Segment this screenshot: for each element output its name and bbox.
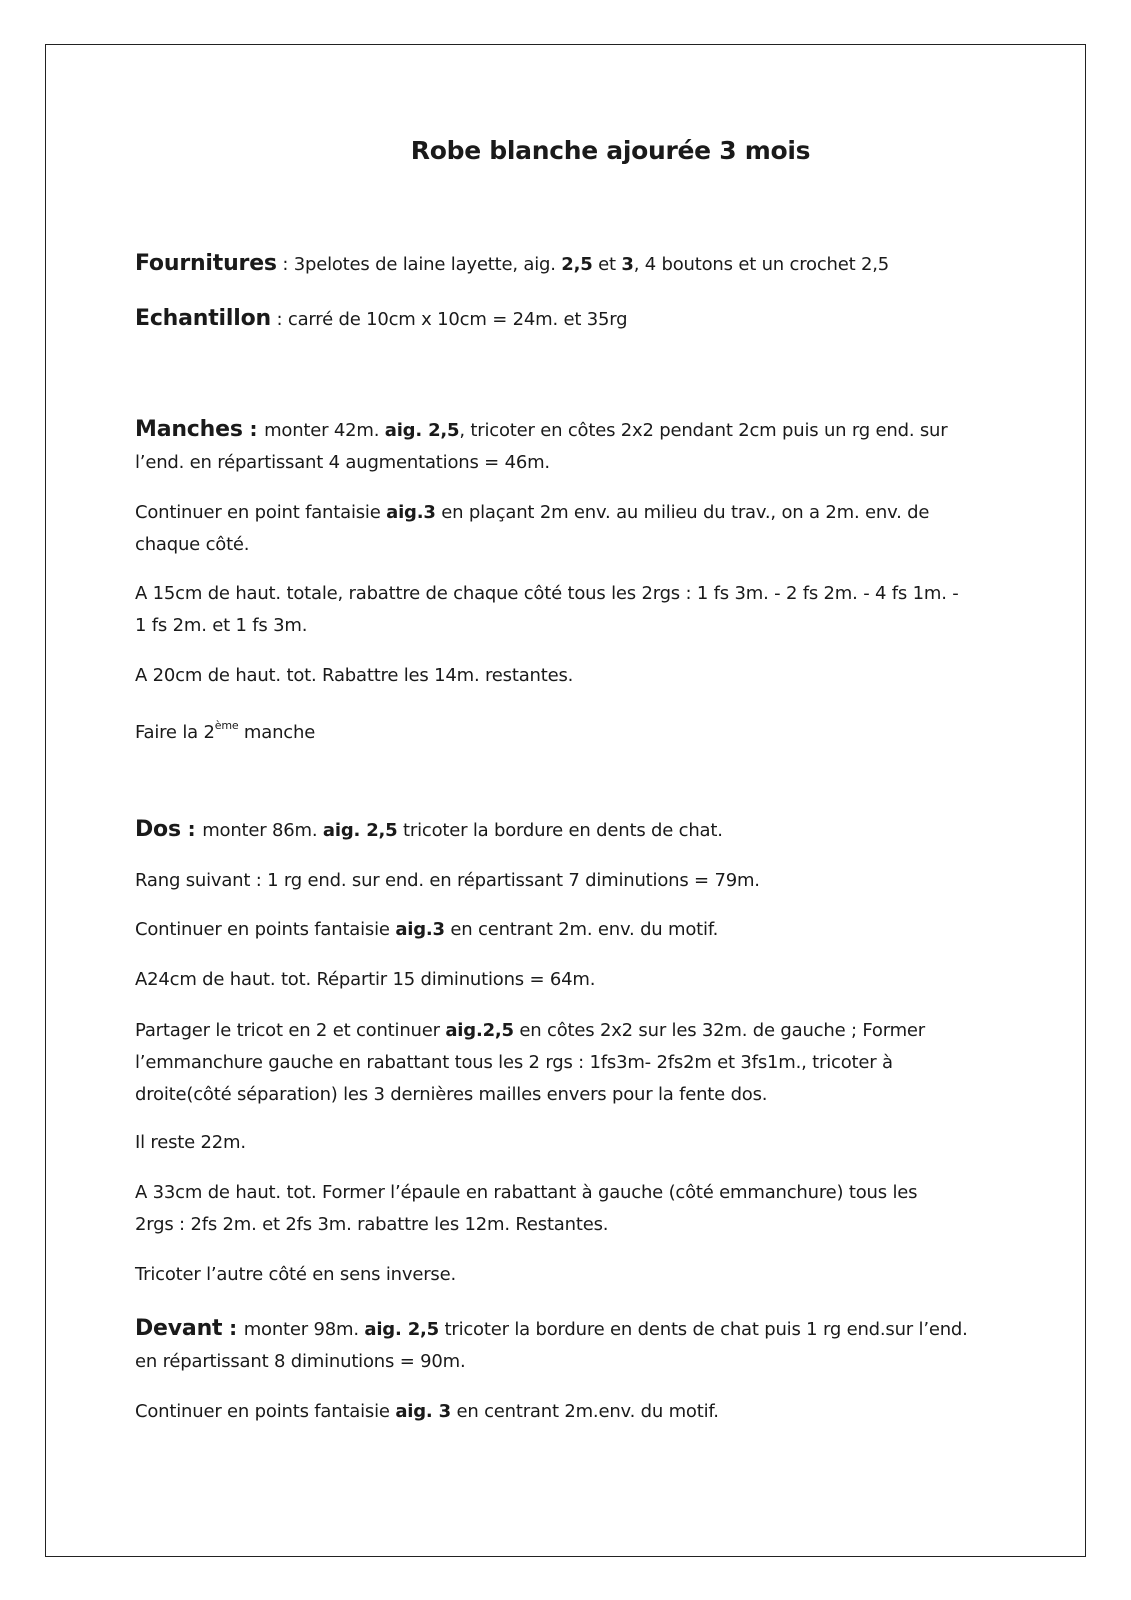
- manches-text: , tricoter en côtes 2x2 pendant 2cm puis un rg end. sur: [459, 420, 948, 441]
- dos-text: A24cm de haut. tot. Répartir 15 diminutions = 64m.: [135, 969, 596, 990]
- dos-text: monter 86m.: [202, 820, 323, 841]
- manches-superscript: ème: [214, 719, 239, 732]
- dos-paragraph-3: [135, 914, 995, 946]
- manches-colon: :: [242, 417, 265, 441]
- fournitures-label: Fournitures: [135, 251, 277, 276]
- devant-text: en centrant 2m.env. du motif.: [450, 1401, 719, 1422]
- dos-text: en côtes 2x2 sur les 32m. de gauche ; Former: [513, 1020, 925, 1041]
- dos-text: 2rgs : 2fs 2m. et 2fs 3m. rabattre les 12m. Restantes.: [135, 1214, 609, 1235]
- fournitures-text: et: [592, 254, 622, 275]
- dos-paragraph-8: [135, 1259, 995, 1291]
- dos-text: tricoter la bordure en dents de chat.: [397, 820, 723, 841]
- fournitures-text: : 3pelotes de laine layette, aig.: [276, 254, 562, 275]
- dos-text: Rang suivant : 1 rg end. sur end. en répartissant 7 diminutions = 79m.: [135, 870, 760, 891]
- document-title: Robe blanche ajourée 3 mois: [410, 136, 811, 165]
- devant-text: tricoter la bordure en dents de chat puis 1 rg end.sur l’end.: [438, 1319, 968, 1340]
- manches-paragraph-3: [135, 578, 995, 642]
- manches-text: A 20cm de haut. tot. Rabattre les 14m. restantes.: [135, 665, 574, 686]
- dos-paragraph-6: [135, 1127, 995, 1159]
- dos-paragraph-1: [135, 813, 995, 847]
- dos-paragraph-7: [135, 1177, 995, 1241]
- manches-text: monter 42m.: [264, 420, 385, 441]
- dos-text: Il reste 22m.: [135, 1132, 246, 1153]
- dos-paragraph-4: [135, 964, 995, 996]
- devant-colon: :: [222, 1316, 244, 1340]
- manches-paragraph-4: [135, 660, 995, 692]
- manches-paragraph-1: [135, 413, 995, 479]
- manches-text: manche: [238, 722, 316, 743]
- dos-text: A 33cm de haut. tot. Former l’épaule en rabattant à gauche (côté emmanchure) tous les: [135, 1182, 918, 1203]
- manches-text: Faire la 2: [135, 722, 215, 743]
- dos-needle: aig. 2,5: [322, 820, 398, 841]
- dos-text: Continuer en points fantaisie: [135, 919, 396, 940]
- dos-text: Partager le tricot en 2 et continuer: [135, 1020, 446, 1041]
- manches-paragraph-2: [135, 497, 995, 561]
- fournitures-text: , 4 boutons et un crochet 2,5: [633, 254, 890, 275]
- dos-text: en centrant 2m. env. du motif.: [444, 919, 719, 940]
- dos-needle: aig.2,5: [445, 1020, 514, 1041]
- manches-paragraph-5: [135, 710, 995, 749]
- echantillon-label: Echantillon: [135, 306, 271, 331]
- dos-colon: :: [180, 817, 203, 841]
- manches-text: en plaçant 2m env. au milieu du trav., on a 2m. env. de: [435, 502, 930, 523]
- dos-text: l’emmanchure gauche en rabattant tous les 2 rgs : 1fs3m- 2fs2m et 3fs1m., tricoter à: [135, 1052, 893, 1073]
- fournitures-needle-2: 3: [621, 254, 634, 275]
- manches-text: 1 fs 2m. et 1 fs 3m.: [135, 615, 308, 636]
- manches-needle: aig.3: [386, 502, 436, 523]
- fournitures-needle-1: 2,5: [561, 254, 593, 275]
- dos-paragraph-2: [135, 865, 995, 897]
- dos-label: Dos: [135, 817, 181, 842]
- echantillon-text: : carré de 10cm x 10cm = 24m. et 35rg: [270, 309, 628, 330]
- dos-text: Tricoter l’autre côté en sens inverse.: [135, 1264, 456, 1285]
- manches-label: Manches: [135, 417, 243, 442]
- devant-paragraph-1: [135, 1312, 995, 1378]
- dos-text: droite(côté séparation) les 3 dernières mailles envers pour la fente dos.: [135, 1084, 768, 1105]
- devant-label: Devant: [135, 1316, 223, 1341]
- echantillon-paragraph: [135, 303, 995, 336]
- devant-needle: aig. 3: [395, 1401, 451, 1422]
- dos-needle: aig.3: [395, 919, 445, 940]
- manches-needle: aig. 2,5: [384, 420, 460, 441]
- manches-text: chaque côté.: [135, 534, 250, 555]
- manches-text: A 15cm de haut. totale, rabattre de chaque côté tous les 2rgs : 1 fs 3m. - 2 fs 2m. - 4 fs 1m. -: [135, 583, 959, 604]
- devant-text: Continuer en points fantaisie: [135, 1401, 396, 1422]
- devant-text: en répartissant 8 diminutions = 90m.: [135, 1351, 466, 1372]
- dos-paragraph-5: [135, 1015, 995, 1111]
- manches-text: Continuer en point fantaisie: [135, 502, 387, 523]
- devant-needle: aig. 2,5: [364, 1319, 439, 1340]
- manches-text: l’end. en répartissant 4 augmentations = 46m.: [135, 452, 550, 473]
- devant-text: monter 98m.: [243, 1319, 365, 1340]
- devant-paragraph-2: [135, 1396, 995, 1428]
- fournitures-paragraph: [135, 248, 995, 281]
